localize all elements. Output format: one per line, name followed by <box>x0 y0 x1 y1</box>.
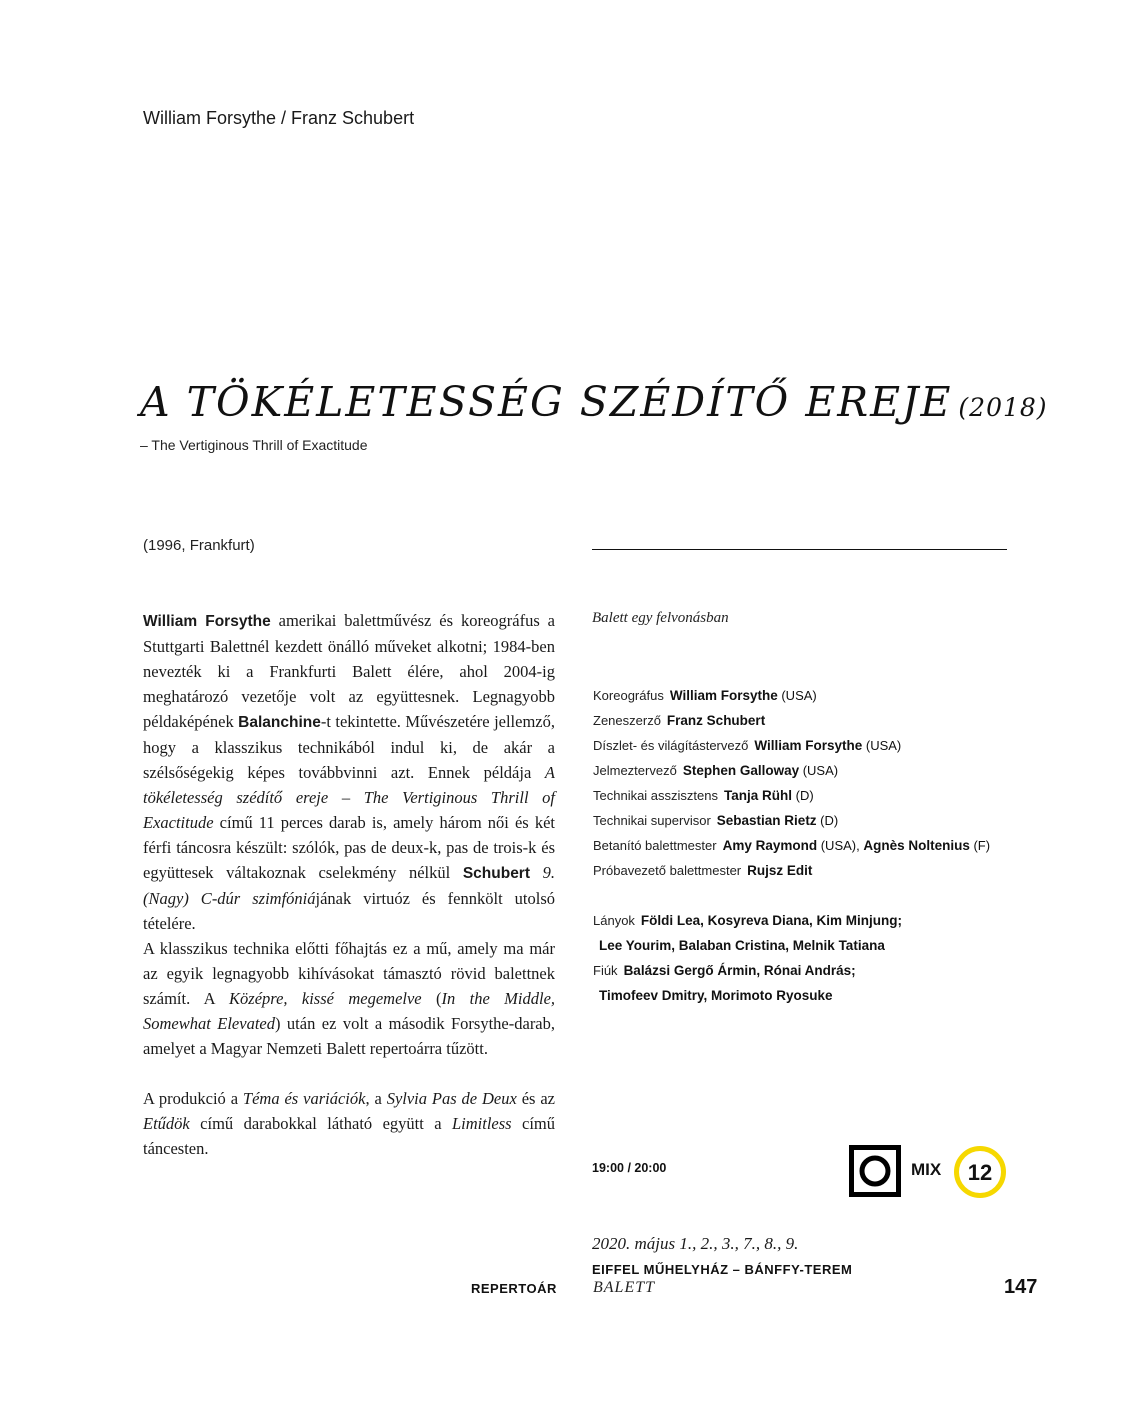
cast-role: Lányok <box>593 913 635 928</box>
text-run: , a <box>365 1089 387 1108</box>
credit-role: Koreográfus <box>593 688 664 703</box>
venue: EIFFEL MŰHELYHÁZ – BÁNFFY-TEREM <box>592 1262 853 1277</box>
credit-name: Tanja Rühl <box>724 788 793 803</box>
credit-row <box>593 683 1023 708</box>
page-title <box>140 378 1048 426</box>
premiere-info: (1996, Frankfurt) <box>143 537 255 554</box>
opera-logo-icon <box>849 1145 901 1197</box>
credit-suffix: (USA) <box>777 688 817 703</box>
cast-names: Balázsi Gergő Ármin, Rónai András; <box>623 963 856 978</box>
credit-suffix: (USA) <box>799 763 839 778</box>
cast-list <box>593 908 1023 1008</box>
credit-row <box>593 833 1023 858</box>
credit-suffix: (D) <box>816 813 839 828</box>
credit-name: Amy Raymond <box>722 838 818 853</box>
credit-role: Technikai asszisztens <box>593 788 718 803</box>
credit-role: Betanító balettmester <box>593 838 717 853</box>
text-run: amerikai balettművész és koreográfus a Stuttgarti Balettnél kezdett önálló műveket alkotni; 1984-ben nevezték ki a Frankfurti Balett élére, ahol 2004-ig meghatározó vezetője volt az együttesnek. Legnagyobb példaképének <box>143 611 556 731</box>
mix-label: MIX <box>911 1160 942 1179</box>
cast-row <box>593 908 1023 933</box>
italic-title: Középre, kissé megemelve <box>229 989 422 1008</box>
italic-title: 9. (Nagy) C-dúr szimfóniá <box>143 863 555 908</box>
bold-name: Balanchine <box>238 714 321 731</box>
cast-names: Timofeev Dmitry, Morimoto Ryosuke <box>599 988 833 1003</box>
credit-role: Technikai supervisor <box>593 813 711 828</box>
credit-role: Díszlet- és világítástervező <box>593 738 749 753</box>
text-run: című táncesten. <box>143 1114 555 1158</box>
text-run: című darabokkal látható együtt a <box>189 1114 452 1133</box>
credit-row <box>593 858 1023 883</box>
credit-role: Jelmeztervező <box>593 763 677 778</box>
credit-name: Stephen Galloway <box>682 763 800 778</box>
credit-row <box>593 708 1023 733</box>
text-run <box>530 863 543 882</box>
text-run: -t tekintette. Művészetére jellemző, hogy a klasszikus technikából indul ki, de akár a szélsőségekig képes továbbvinni azt. Ennek példája <box>143 712 555 782</box>
text-run: jának virtuóz és fennkölt utolsó tételére. <box>143 889 555 933</box>
credit-name: William Forsythe <box>754 738 863 753</box>
credit-suffix: (USA) <box>862 738 902 753</box>
age-rating-text: 12 <box>967 1160 993 1185</box>
paragraph-3 <box>143 1086 555 1161</box>
bold-name: Schubert <box>462 865 531 882</box>
text-run: ( <box>421 989 442 1008</box>
italic-title: In the Middle, Somewhat Elevated <box>143 989 556 1033</box>
credit-suffix: (D) <box>792 788 814 803</box>
text-run: című 11 perces darab is, amely három női és két férfi táncosra készült: szólók, pas de deux-k, pas de trois-k és együttesek váltakoznak cselekmény nélkül <box>143 813 555 882</box>
text-run: A klasszikus technika előtti főhajtás ez a mű, amely ma már az egyik legnagyobb kihívásokat támasztó rövid balettnek számít. A <box>143 939 555 1008</box>
credit-name-secondary: Agnès Noltenius <box>863 838 970 853</box>
credit-name: William Forsythe <box>669 688 778 703</box>
credit-name: Sebastian Rietz <box>716 813 817 828</box>
cast-names: Lee Yourim, Balaban Cristina, Melnik Tatiana <box>599 938 885 953</box>
bold-name: William Forsythe <box>143 613 271 630</box>
text-run: ) után ez volt a második Forsythe-darab, amelyet a Magyar Nemzeti Balett repertoárra tűzött. <box>143 1014 556 1058</box>
cast-row <box>593 958 1023 983</box>
italic-title: Etűdök <box>143 1114 190 1133</box>
divider-rule <box>592 549 1007 550</box>
cast-row <box>593 933 1023 958</box>
italic-title: Sylvia Pas de Deux <box>386 1089 517 1108</box>
footer-genre: BALETT <box>593 1279 656 1296</box>
paragraph-2 <box>143 936 555 1061</box>
credit-suffix: (USA), <box>817 838 864 853</box>
title-main: A TÖKÉLETESSÉG SZÉDÍTŐ EREJE <box>140 378 953 426</box>
description-text <box>143 608 555 1161</box>
cast-row <box>593 983 1023 1008</box>
credit-name: Rujsz Edit <box>747 863 813 878</box>
credit-row <box>593 733 1023 758</box>
paragraph-1 <box>143 608 555 936</box>
age-rating-badge-icon <box>953 1145 1007 1199</box>
italic-title: Limitless <box>451 1114 512 1133</box>
text-run: A produkció a <box>143 1089 243 1108</box>
performance-dates: 2020. május 1., 2., 3., 7., 8., 9. <box>592 1234 799 1253</box>
italic-title: A tökéletesség szédítő ereje – The Vertiginous Thrill of Exactitude <box>143 763 555 832</box>
title-year: (2018) <box>958 393 1048 422</box>
credit-role: Zeneszerző <box>593 713 661 728</box>
cast-role: Fiúk <box>593 963 618 978</box>
page-number: 147 <box>1004 1276 1038 1298</box>
authors-line: William Forsythe / Franz Schubert <box>143 108 415 128</box>
footer-section: REPERTOÁR <box>471 1281 557 1296</box>
credit-row <box>593 758 1023 783</box>
credits-list <box>593 683 1023 883</box>
credit-row <box>593 808 1023 833</box>
cast-names: Földi Lea, Kosyreva Diana, Kim Minjung; <box>640 913 902 928</box>
performance-time: 19:00 / 20:00 <box>592 1161 667 1175</box>
genre-label: Balett egy felvonásban <box>592 610 729 626</box>
english-subtitle: – The Vertiginous Thrill of Exactitude <box>140 437 368 453</box>
credit-row <box>593 783 1023 808</box>
italic-title: Téma és variációk <box>242 1089 366 1108</box>
text-run: és az <box>516 1089 556 1108</box>
credit-role: Próbavezető balettmester <box>593 863 742 878</box>
credit-name: Franz Schubert <box>666 713 766 728</box>
credit-suffix-secondary: (F) <box>969 838 991 853</box>
